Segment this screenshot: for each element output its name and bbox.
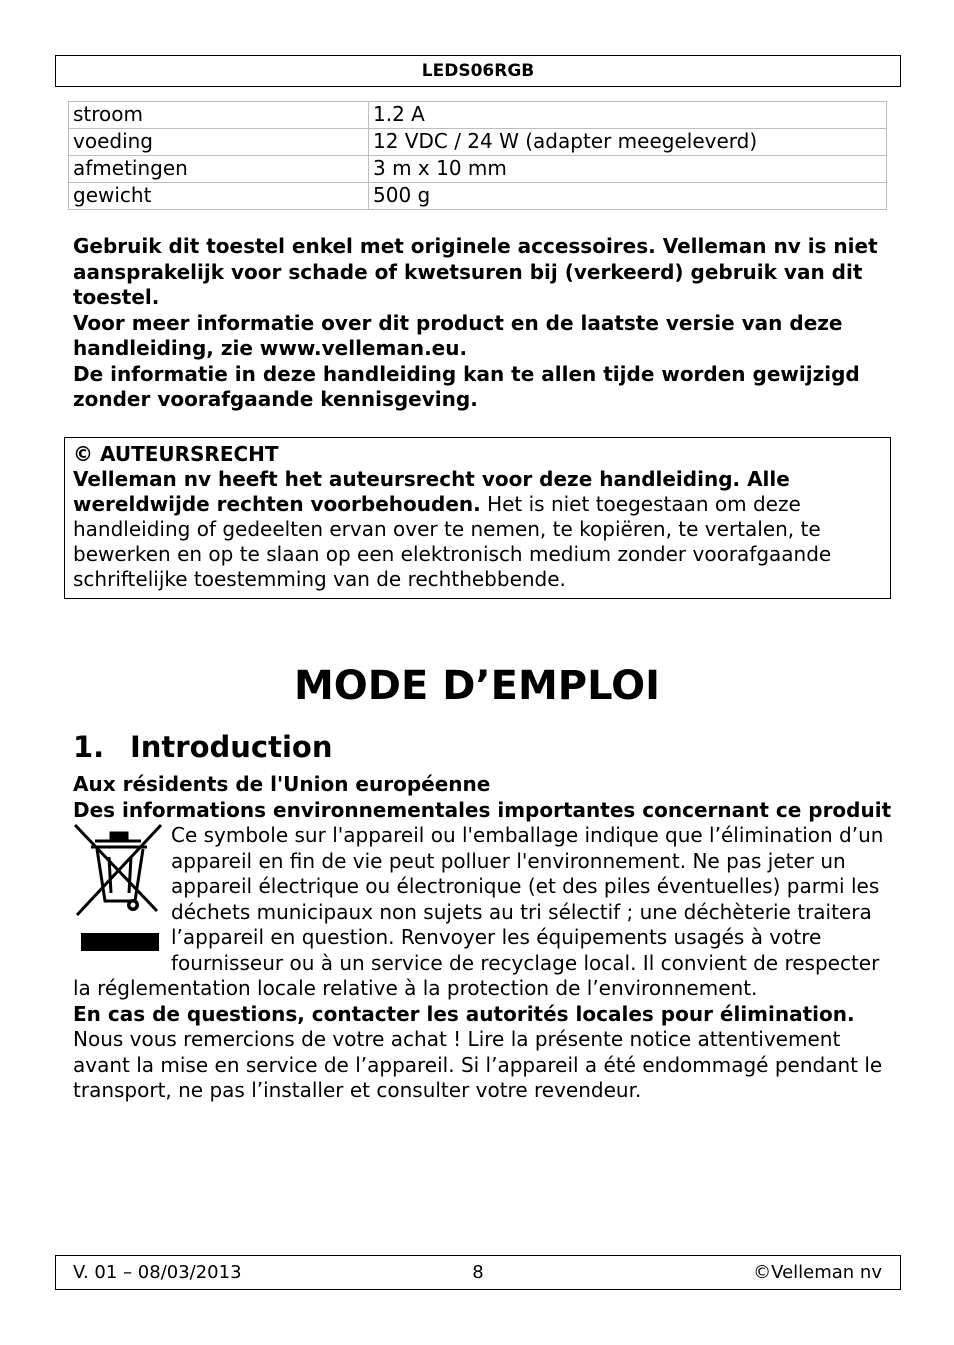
introduction-body — [73, 772, 893, 1104]
section-number: 1. — [73, 730, 105, 764]
page-number: 8 — [472, 1262, 484, 1283]
spec-value: 1.2 A — [369, 102, 887, 129]
spec-label: voeding — [69, 129, 369, 156]
page-header — [55, 55, 901, 87]
page-title: MODE D’EMPLOI — [293, 663, 661, 709]
spec-label: afmetingen — [69, 156, 369, 183]
copyright-body — [73, 467, 882, 592]
questions-notice: En cas de questions, contacter les autorités locales pour élimination. — [73, 1001, 855, 1026]
table-row — [69, 129, 887, 156]
copyright-title: © AUTEURSRECHT — [73, 442, 279, 466]
table-row — [69, 102, 887, 129]
residents-heading: Aux résidents de l'Union européenne — [73, 772, 491, 796]
section-heading — [73, 728, 333, 766]
accessories-warning: Gebruik dit toestel enkel met originele accessoires. Velleman nv is niet aansprakelijk voor schade of kwetsuren bij (verkeerd) gebruik van dit toestel. — [73, 234, 878, 309]
symbol-text: Ce symbole sur l'appareil ou l'emballage indique que l’élimination d’un appareil en fin de vie peut polluer l'environnement. Ne pas jeter un appareil électrique ou électronique (et des piles éventuelles) parmi les déchets municipaux non sujets au tri sélectif ; une déchèterie traitera l’appareil en question. Renvoyer les équipements usagés à votre fournisseur ou à un service de recyclage local. Il convient de respecter la réglementation locale relative à la protection de l’environnement. — [73, 823, 884, 1000]
more-info-notice: Voor meer informatie over dit product en de laatste versie van deze handleiding, zie www.velleman.eu. — [73, 310, 843, 360]
version-date: V. 01 – 08/03/2013 — [73, 1262, 242, 1283]
table-row — [69, 156, 887, 183]
change-notice: De informatie in deze handleiding kan te allen tijde worden gewijzigd zonder voorafgaande kennisgeving. — [73, 361, 860, 411]
copyright-bold-text: Velleman nv heeft het auteursrecht voor deze handleiding. Alle wereldwijde rechten voorbehouden. — [73, 467, 790, 516]
spec-label: gewicht — [69, 183, 369, 210]
page-footer — [55, 1255, 901, 1290]
spec-value: 500 g — [369, 183, 887, 210]
table-row — [69, 183, 887, 210]
model-number: LEDS06RGB — [421, 61, 535, 81]
weee-bin-icon — [73, 823, 169, 955]
spec-value: 12 VDC / 24 W (adapter meegeleverd) — [369, 129, 887, 156]
copyright-box — [64, 437, 891, 599]
copyright-text: Het is niet toegestaan om deze handleiding of gedeelten ervan over te nemen, te kopiëren, te vertalen, te bewerken en op te slaan op een elektronisch medium zonder voorafgaande schriftelijke toestemming van de rechthebbende. — [73, 492, 832, 591]
specifications-table — [68, 101, 887, 210]
environment-heading: Des informations environnementales importantes concernant ce produit — [73, 797, 892, 822]
footer-copyright: ©Velleman nv — [753, 1262, 882, 1283]
spec-value: 3 m x 10 mm — [369, 156, 887, 183]
spec-label: stroom — [69, 102, 369, 129]
section-title: Introduction — [130, 730, 333, 764]
warning-notice — [73, 234, 893, 413]
thanks-paragraph: Nous vous remercions de votre achat ! Lire la présente notice attentivement avant la mise en service de l’appareil. Si l’appareil a été endommagé pendant le transport, ne pas l’installer et consulter votre revendeur. — [73, 1027, 883, 1102]
symbol-paragraph — [73, 823, 893, 1002]
